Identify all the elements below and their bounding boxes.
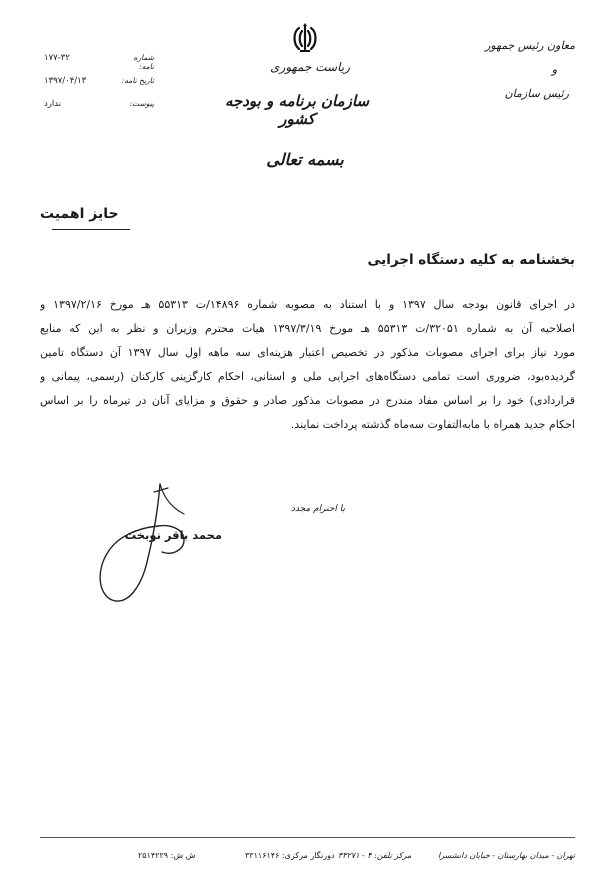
header-title-conjunction: و xyxy=(551,63,557,76)
meta-value-letter-number: ۱۷۷-۳۲ xyxy=(44,53,70,63)
header-title-head-of-organization: رئیس سازمان xyxy=(504,87,569,100)
footer-address: تهران - میدان بهارستان - خیابان دانشسرا xyxy=(438,851,575,860)
body-line: قراردادی) خود را بر اساس مفاد مندرج در مصوبات مذکور صادر و حقوق و مزایای آنان در تیرماه را بر اساس xyxy=(40,394,575,407)
meta-label-letter-number: شماره نامه: xyxy=(133,53,154,71)
signer-name: محمد باقر نوبخت xyxy=(124,528,222,542)
header-title-vice-president: معاون رئیس جمهور xyxy=(485,39,575,52)
header-presidency: ریاست جمهوری xyxy=(270,60,350,74)
body-line: مورد نیاز برای اجرای مصوبات مذکور در تخصیص اعتبار هزینه‌ای سه ماهه اول سال ۱۳۹۷ آن دستگاه تامین xyxy=(40,346,575,359)
priority-label: حایز اهمیت xyxy=(40,206,119,222)
body-line: احکام جدید همراه با مابه‌التفاوت سه‌ماه گذشته پرداخت نمایند. xyxy=(290,418,575,431)
header-organization-name: سازمان برنامه و بودجه کشور xyxy=(224,92,370,128)
closing-regards: با احترام مجدد xyxy=(290,504,345,514)
footer-divider xyxy=(40,837,575,838)
meta-value-attachment: ندارد xyxy=(44,99,62,109)
iran-emblem-icon xyxy=(288,22,322,56)
body-line: در اجرای قانون بودجه سال ۱۳۹۷ و با استناد به مصوبه شماره ۱۴۸۹۶/ت ۵۵۳۱۳ هـ مورخ ۱۳۹۷/۲/۱۶ و xyxy=(40,298,575,311)
body-line: گردیده‌بود، ضروری است تمامی دستگاه‌های اجرایی ملی و استانی، احکام کارگزینی کارکنان (رسمی، پیمانی و xyxy=(40,370,575,383)
meta-value-letter-date: ۱۳۹۷/۰۴/۱۳ xyxy=(44,76,87,86)
body-line: اصلاحیه آن به شماره ۳۲۰۵۱/ت ۵۵۳۱۳ هـ مورخ ۱۳۹۷/۳/۱۹ هیات محترم وزیران و نظر به این که منابع xyxy=(40,322,575,335)
footer-postal-code: ش ش: ۲۵۱۴۲۲۹ xyxy=(138,851,196,860)
meta-label-attachment: پیوست: xyxy=(129,99,154,108)
footer-switchboard: مرکز تلفن: ۴ - ۳۳۲۷۱ xyxy=(338,851,412,860)
basmala: بسمه تعالی xyxy=(266,150,344,169)
signature-scribble xyxy=(88,478,238,628)
priority-underline xyxy=(52,229,130,230)
meta-label-letter-date: تاریخ نامه: xyxy=(121,76,154,85)
letter-body xyxy=(40,293,575,437)
footer-fax: دورنگار مرکزی: ۳۳۱۱۶۱۴۶ xyxy=(245,851,335,860)
recipient-heading: بخشنامه به کلیه دستگاه اجرایی xyxy=(367,252,575,268)
